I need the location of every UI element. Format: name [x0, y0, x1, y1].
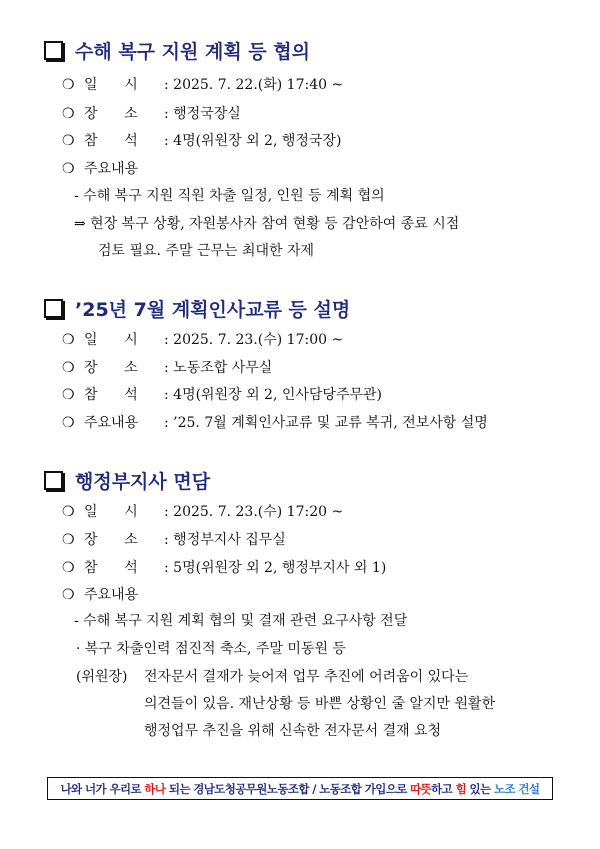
union-slogan-banner [47, 777, 553, 800]
checkbox-square-icon [44, 471, 63, 490]
section-2-title-row [44, 296, 350, 320]
attend-value: : 4명(위원장 외 2, 인사담당주무관) [164, 387, 382, 403]
section-3-dash-item: - 수해 복구 지원 계획 협의 및 결재 관련 요구사항 전달 [74, 613, 408, 629]
attend-label: 참 석 [84, 560, 138, 576]
section-1-title: 수해 복구 지원 계획 등 협의 [75, 40, 310, 63]
section-2-date-row [62, 331, 343, 349]
date-value: : 2025. 7. 23.(수) 17:00 ~ [164, 332, 344, 348]
circle-bullet-icon: ❍ [62, 587, 75, 603]
section-1-content-row [62, 160, 138, 178]
slogan-part-7: 있는 [466, 781, 494, 796]
section-1-dash-item: - 수해 복구 지원 직원 차출 일정, 인원 등 계획 협의 [74, 188, 385, 204]
attend-label: 참 석 [84, 387, 138, 403]
section-1-title-row [44, 38, 310, 62]
circle-bullet-icon: ❍ [62, 332, 75, 348]
section-1-arrow-cont: 검토 필요. 주말 근무는 최대한 자제 [98, 243, 315, 259]
section-3-chair-line-3: 행정업무 추진을 위해 신속한 전자문서 결재 요청 [144, 723, 442, 739]
place-value: : 노동조합 사무실 [164, 360, 273, 376]
section-2-content-row [62, 414, 488, 432]
content-value: : ’25. 7월 계획인사교류 및 교류 복귀, 전보사항 설명 [164, 415, 488, 431]
place-value: : 행정부지사 집무실 [164, 532, 286, 548]
circle-bullet-icon: ❍ [62, 106, 75, 122]
checkbox-square-icon [44, 299, 63, 318]
section-3-dot-item: · 복구 차출인력 점진적 축소, 주말 미동원 등 [76, 641, 346, 657]
section-1-arrow-item: ⇒ 현장 복구 상황, 자원봉사자 참여 현황 등 감안하여 종료 시점 [74, 216, 460, 232]
slogan-part-3: 되는 경남도청공무원노동조합 / 노동조합 가입으로 [165, 781, 411, 796]
section-3-title: 행정부지사 면담 [75, 470, 211, 493]
slogan-part-2: 하나 [144, 781, 166, 796]
date-value: : 2025. 7. 23.(수) 17:20 ~ [164, 504, 344, 520]
section-3-place-row [62, 531, 286, 549]
circle-bullet-icon: ❍ [62, 77, 75, 93]
checkbox-square-icon [44, 41, 63, 60]
slogan-part-6: 힘 [455, 781, 467, 796]
section-3-attend-row [62, 559, 386, 577]
section-2-title: ’25년 7월 계획인사교류 등 설명 [75, 298, 351, 321]
section-1-place-row [62, 105, 241, 123]
section-1-date-row [62, 76, 343, 94]
circle-bullet-icon: ❍ [62, 415, 75, 431]
section-3-title-row [44, 468, 210, 492]
section-3-date-row [62, 503, 343, 521]
slogan-part-1: 나와 너가 우리로 [60, 781, 145, 796]
attend-value: : 5명(위원장 외 2, 행정부지사 외 1) [164, 560, 387, 576]
attend-value: : 4명(위원장 외 2, 행정국장) [164, 133, 342, 149]
section-3-chair-line-2: 의견들이 있음. 재난상황 등 바쁜 상황인 줄 알지만 원활한 [144, 696, 496, 712]
place-label: 장 소 [84, 360, 138, 376]
section-2-place-row [62, 359, 272, 377]
content-label: 주요내용 [84, 161, 139, 177]
circle-bullet-icon: ❍ [62, 560, 75, 576]
date-label: 일 시 [84, 77, 138, 93]
circle-bullet-icon: ❍ [62, 360, 75, 376]
section-2-attend-row [62, 386, 382, 404]
date-label: 일 시 [84, 504, 138, 520]
chair-label: (위원장) [76, 669, 128, 685]
place-value: : 행정국장실 [164, 106, 241, 122]
section-3-chair-row [76, 668, 468, 686]
circle-bullet-icon: ❍ [62, 161, 75, 177]
section-1-attend-row [62, 132, 341, 150]
attend-label: 참 석 [84, 133, 138, 149]
slogan-part-4: 따뜻 [410, 781, 432, 796]
place-label: 장 소 [84, 106, 138, 122]
slogan-part-8: 노조 건설 [493, 781, 540, 796]
circle-bullet-icon: ❍ [62, 387, 75, 403]
date-label: 일 시 [84, 332, 138, 348]
circle-bullet-icon: ❍ [62, 133, 75, 149]
slogan-part-5: 하고 [431, 781, 456, 796]
content-label: 주요내용 [84, 587, 139, 603]
chair-line-1: 전자문서 결재가 늦어져 업무 추진에 어려움이 있다는 [144, 669, 469, 685]
date-value: : 2025. 7. 22.(화) 17:40 ~ [164, 77, 344, 93]
circle-bullet-icon: ❍ [62, 532, 75, 548]
place-label: 장 소 [84, 532, 138, 548]
circle-bullet-icon: ❍ [62, 504, 75, 520]
section-3-content-row [62, 586, 138, 604]
content-label: 주요내용 [84, 415, 139, 431]
